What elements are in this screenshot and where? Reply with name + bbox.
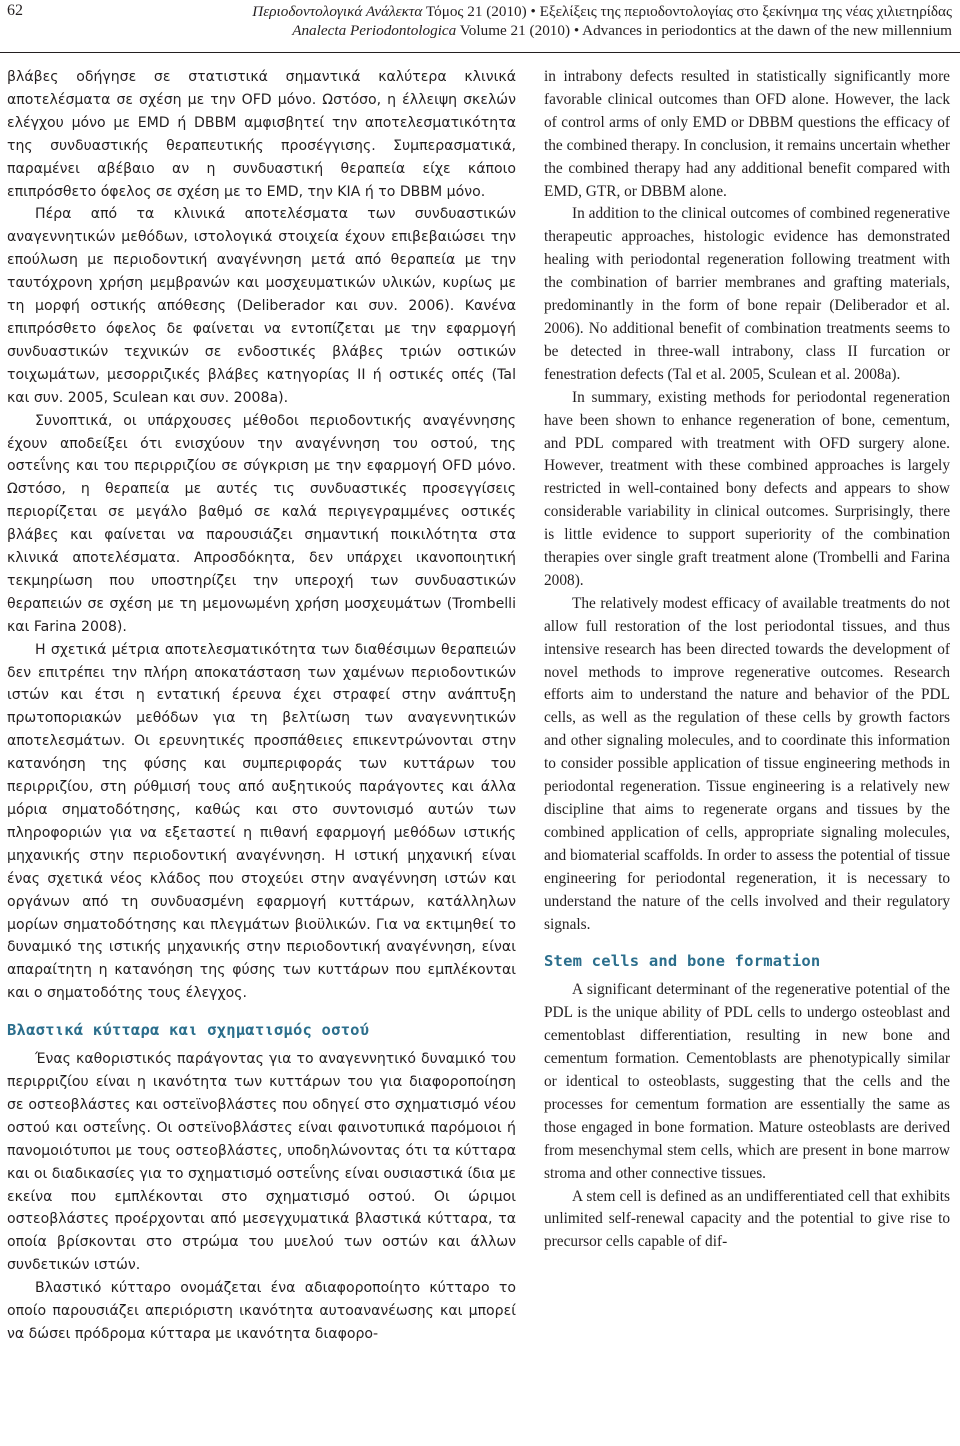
header-line-greek bbox=[252, 3, 952, 21]
header-line-english bbox=[292, 22, 952, 40]
paragraph: In addition to the clinical outcomes of combined regenerative therapeutic approaches, histologic evidence has demonstrated healing with periodontal regeneration following treatment with the combination of barrier membranes and grafting materials, predominantly in the form of bone repair (Deliberador et al. 2006). No additional benefit of combination treatments seems to be detected in three-wall intrabony, class II furcation or fenestration defects (Tal et al. 2005, Sculean et al. 2008a). bbox=[544, 205, 950, 383]
section-heading: Stem cells and bone formation bbox=[544, 952, 821, 971]
paragraph: In summary, existing methods for periodontal regeneration have been shown to enhance regeneration of bone, cementum, and PDL compared with treatment with OFD surgery alone. However, treatment with these combined approaches is largely restricted in well-contained bony defects and appears to show considerable variability in clinical outcomes. Surprisingly, there is little evidence to support superiority of the combination therapies over single graft treatment alone (Trombelli and Farina 2008). bbox=[544, 388, 950, 589]
paragraph: Πέρα από τα κλινικά αποτελέσματα των συνδυαστικών αναγεννητικών μεθόδων, ιστολογικά στοιχεία έχουν επιβεβαιώσει την επούλωση με περιοδοντική αναγέννηση μετά από θεραπεία με την ταυτόχρονη χρήση μεμβρανών και μοσχευματικών υλικών, κυρίως με τη μορφή οστικής απόθεσης (Deliberador και συν. 2006). Κανένα επιπρόσθετο όφελος δε φαίνεται να εντοπίζεται με την εφαρμογή συνδυαστικών τεχνικών σε ενδοστικές βλάβες τριών οστικών τοιχωμάτων, μεσορριζικές βλάβες κατηγορίας ΙΙ ή οστικές οπές (Tal και συν. 2005, Sculean και συν. 2008a). bbox=[7, 206, 516, 406]
english-column bbox=[544, 66, 950, 1254]
paragraph: Ένας καθοριστικός παράγοντας για το αναγεννητικό δυναμικό του περιρριζίου είναι η ικανότητα των κυττάρων του για διαφοροποίηση σε οστεοβλάστες και οστεϊνοβλάστες που οδηγεί στο σχηματισμό νέου οστού και οστεΐνης. Οι οστεϊνοβλάστες είναι φαινοτυπικά παρόμοιοι ή πανομοιότυποι με τους οστεοβλάστες, υποδηλώνοντας ότι τα κύτταρα και οι διαδικασίες για το σχηματισμό οστεΐνης είναι ουσιαστικά ίδια με εκείνα που εμπλέκονται στο σχηματισμό οστού. Οι ώριμοι οστεοβλάστες προέρχονται από μεσεγχυματικά βλαστικά κύτταρα, τα οποία βρίσκονται στο στρώμα του μυελού των οστών και άλλων συνδετικών ιστών. bbox=[7, 1051, 516, 1274]
greek-column bbox=[7, 66, 516, 1346]
paragraph: Συνοπτικά, οι υπάρχουσες μέθοδοι περιοδοντικής αναγέννησης έχουν αποδείξει ότι ενισχύουν την αναγέννηση του οστού, της οστεΐνης και του περιρριζίου σε σύγκριση με την εφαρμογή OFD μόνο. Ωστόσο, η θεραπεία με αυτές τις συνδυαστικές προσεγγίσεις περιορίζεται σε μεγάλο βαθμό σε καλά περιγεγραμμένες οστικές βλάβες και φαίνεται να παρουσιάζει σημαντική ποικιλότητα στα κλινικά αποτελέσματα. Απροσδόκητα, δεν υπάρχει ικανοποιητική τεκμηρίωση που υποστηρίζει την υπεροχή των συνδυαστικών θεραπειών σε σχέση με τη μεμονωμένη χρήση μοσχευμάτων (Trombelli και Farina 2008). bbox=[7, 412, 516, 635]
paragraph: βλάβες οδήγησε σε στατιστικά σημαντικά καλύτερα κλινικά αποτελέσματα σε σχέση με την OFD μόνο. Ωστόσο, η έλλειψη σκελών ελέγχου μόνο με EMD ή DBBM αμφισβητεί την αποτελεσματικότητα της συνδυαστικής θεραπευτικής προσέγγισης. Συμπερασματικά, παραμένει αβέβαιο αν η συνδυαστική θεραπεία είχε κάποιο επιπρόσθετο όφελος σε σχέση με το EMD, την ΚΙΑ ή το DBBM μόνο. bbox=[7, 69, 516, 200]
header-divider bbox=[0, 52, 960, 53]
paragraph: A significant determinant of the regenerative potential of the PDL is the unique ability of PDL cells to undergo osteoblast and cementoblast differentiation, resulting in new bone and cementum formation. Cementoblasts are phenotypically similar or identical to osteoblasts, suggesting that the cells and the processes for cementum formation are essentially the same as those engaged in bone formation. Mature osteoblasts are derived from mesenchymal stem cells, which are present in bone marrow stroma and other connective tissues. bbox=[544, 981, 950, 1182]
header-volume-english: Volume 21 (2010) • Advances in periodontics at the dawn of the new millennium bbox=[456, 22, 952, 39]
journal-title-greek: Περιοδοντολογικά Ανάλεκτα bbox=[252, 3, 423, 20]
paragraph: The relatively modest efficacy of available treatments do not allow full restoration of the lost periodontal tissues, and thus intensive research has been directed towards the development of novel methods to improve regenerative outcomes. Research efforts aim to understand the nature and behavior of the PDL cells, as well as the regulation of these cells by growth factors and other signaling molecules, and to coordinate this information to consider possible application of tissue engineering methods in periodontal regeneration. Tissue engineering is a relatively new discipline that aims to regenerate organs and tissues by the combined application of cells, appropriate signaling molecules, and biomaterial scaffolds. In order to assess the potential of tissue engineering for periodontal regeneration, it is necessary to understand the nature of the cells involved and their regulatory signals. bbox=[544, 594, 950, 933]
paragraph: A stem cell is defined as an undifferentiated cell that exhibits unlimited self-renewal capacity and the potential to give rise to precursor cells capable of dif- bbox=[544, 1187, 950, 1251]
paragraph: Βλαστικό κύτταρο ονομάζεται ένα αδιαφοροποίητο κύτταρο το οποίο παρουσιάζει απεριόριστη ικανότητα αυτοανανέωσης και μπορεί να δώσει πρόδρομα κύτταρα με ικανότητα διαφορο- bbox=[7, 1280, 516, 1342]
journal-title-english: Analecta Periodontologica bbox=[292, 22, 457, 39]
section-heading: Βλαστικά κύτταρα και σχηματισμός οστού bbox=[7, 1021, 370, 1040]
header-volume-greek: Τόμος 21 (2010) • Εξελίξεις της περιοδοντολογίας στο ξεκίνημα της νέας χιλιετηρίδας bbox=[422, 3, 952, 20]
paragraph: in intrabony defects resulted in statistically significantly more favorable clinical outcomes than OFD alone. However, the lack of control arms of only EMD or DBBM questions the efficacy of the combined therapy. In conclusion, it remains uncertain whether the combined therapy had any additional benefit compared with EMD, GTR, or DBBM alone. bbox=[544, 68, 950, 200]
paragraph: Η σχετικά μέτρια αποτελεσματικότητα των διαθέσιμων θεραπειών δεν επιτρέπει την πλήρη αποκατάσταση των χαμένων περιοδοντικών ιστών και έτσι η εντατική έρευνα έχει στραφεί στην ανάπτυξη πρωτοποριακών μεθόδων για τη βελτίωση των αναγεννητικών αποτελεσμάτων. Οι ερευνητικές προσπάθειες επικεντρώνονται στην κατανόηση της φύσης και συμπεριφοράς των κυττάρων του περιρριζίου, στη ρύθμισή τους από αυξητικούς παράγοντες και άλλα μόρια σηματοδότησης, καθώς και στο συντονισμό αυτών των πληροφοριών για να εξεταστεί η πιθανή εφαρμογή μεθόδων ιστικής μηχανικής στην περιοδοντική αναγέννηση. Η ιστική μηχανική είναι ένας σχετικά νέος κλάδος που στοχεύει στην αναγέννηση ιστών και οργάνων από τη συνδυασμένη εφαρμογή κυττάρων, κατάλληλων μορίων σηματοδότησης και πλεγμάτων βιοϋλικών. Για να εκτιμηθεί το δυναμικό της ιστικής μηχανικής στην περιοδοντική αναγέννηση, είναι απαραίτητη η κατανόηση της φύσης των κυττάρων που εμπλέκονται και ο σηματοδότης τους έλεγχος. bbox=[7, 641, 516, 1002]
running-header bbox=[0, 0, 960, 58]
page-number: 62 bbox=[7, 2, 23, 19]
